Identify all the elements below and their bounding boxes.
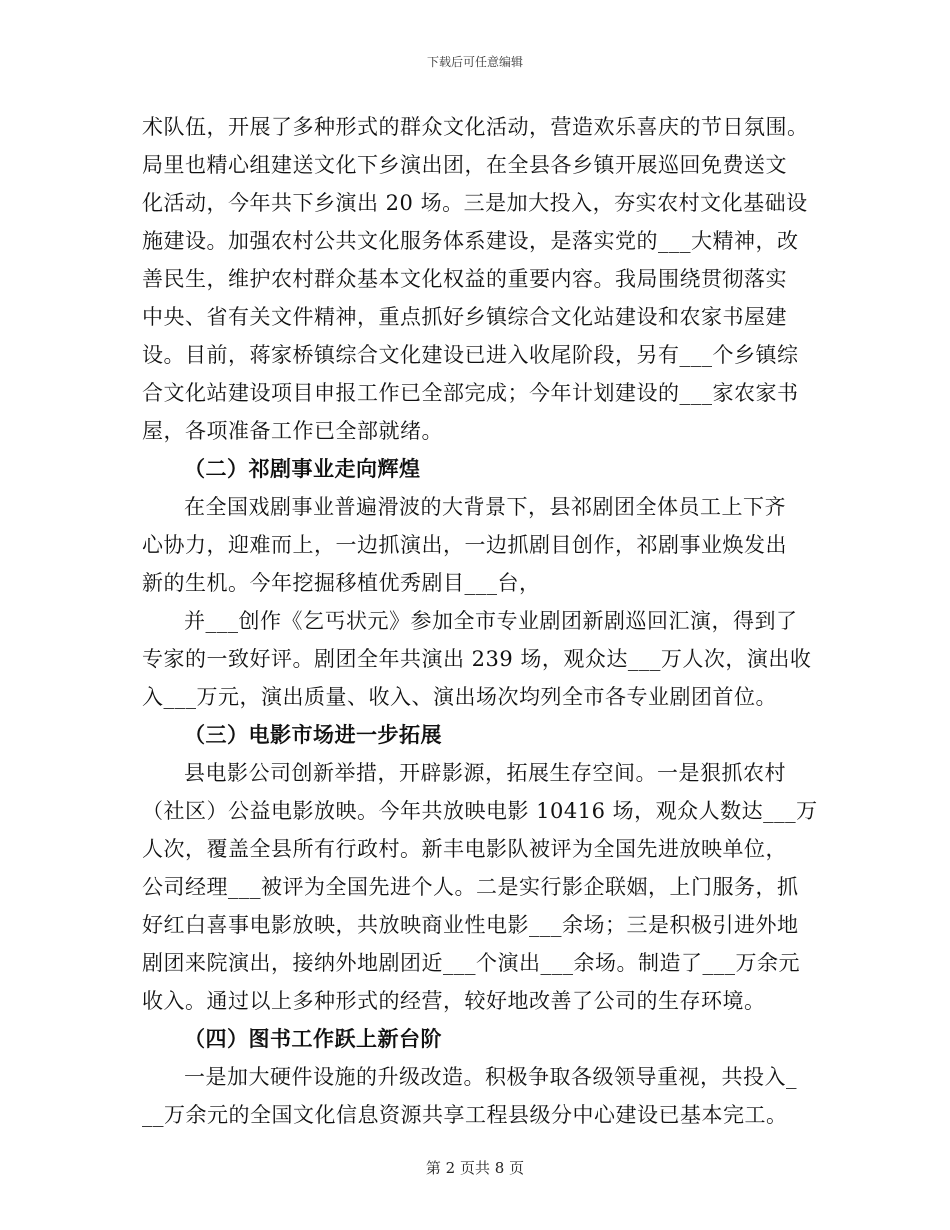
section-heading: （四）图书工作跃上新台阶 bbox=[184, 1026, 442, 1051]
text-line: 并___创作《乞丐状元》参加全市专业剧团新剧巡回汇演，得到了 bbox=[184, 609, 798, 633]
text-line: 好红白喜事电影放映，共放映商业性电影___余场；三是积极引进外地 bbox=[142, 913, 799, 937]
document-body bbox=[142, 108, 818, 1134]
text-line: 中央、省有关文件精神，重点抓好乡镇综合文化站建设和农家书屋建 bbox=[142, 305, 787, 329]
text-line: 人次，覆盖全县所有行政村。新丰电影队被评为全国先进放映单位， bbox=[142, 837, 787, 861]
text-line: 剧团来院演出，接纳外地剧团近___个演出___余场。制造了___万余元 bbox=[142, 951, 800, 975]
text-line: 公司经理___被评为全国先进个人。二是实行影企联姻，上门服务，抓 bbox=[142, 875, 799, 899]
text-line: 局里也精心组建送文化下乡演出团，在全县各乡镇开展巡回免费送文 bbox=[142, 153, 787, 177]
text-line: 县电影公司创新举措，开辟影源，拓展生存空间。一是狠抓农村 bbox=[184, 761, 786, 785]
text-line: 收入。通过以上多种形式的经营，较好地改善了公司的生存环境。 bbox=[142, 989, 766, 1013]
text-line: 新的生机。今年挖掘移植优秀剧目___台， bbox=[142, 571, 541, 595]
text-line: 设。目前，蒋家桥镇综合文化建设已进入收尾阶段，另有___个乡镇综 bbox=[142, 343, 799, 367]
page-footer: 第 2 页共 8 页 bbox=[425, 1159, 525, 1177]
text-line: 术队伍，开展了多种形式的群众文化活动，营造欢乐喜庆的节日氛围。 bbox=[142, 115, 809, 139]
text-line: 专家的一致好评。剧团全年共演出 239 场，观众达___万人次，演出收 bbox=[142, 647, 812, 671]
text-line: 心协力，迎难而上，一边抓演出，一边抓剧目创作，祁剧事业焕发出 bbox=[142, 533, 787, 557]
text-line: 施建设。加强农村公共文化服务体系建设，是落实党的___大精神，改 bbox=[142, 229, 799, 253]
text-line: 在全国戏剧事业普遍滑波的大背景下，县祁剧团全体员工上下齐 bbox=[184, 495, 786, 519]
text-line: 入___万元，演出质量、收入、演出场次均列全市各专业剧团首位。 bbox=[142, 685, 777, 709]
section-heading: （三）电影市场进一步拓展 bbox=[184, 722, 442, 747]
text-line: 化活动，今年共下乡演出 20 场。三是加大投入，夯实农村文化基础设 bbox=[142, 191, 808, 215]
text-line: 一是加大硬件设施的升级改造。积极争取各级领导重视，共投入_ bbox=[184, 1065, 797, 1089]
text-line: （社区）公益电影放映。今年共放映电影 10416 场，观众人数达___万 bbox=[142, 799, 818, 823]
section-heading: （二）祁剧事业走向辉煌 bbox=[184, 456, 421, 481]
text-line: __万余元的全国文化信息资源共享工程县级分中心建设已基本完工。 bbox=[142, 1103, 788, 1127]
text-line: 善民生，维护农村群众基本文化权益的重要内容。我局围绕贯彻落实 bbox=[142, 267, 787, 291]
page-header: 下载后可任意编辑 bbox=[426, 55, 523, 69]
text-line: 屋，各项准备工作已全部就绪。 bbox=[142, 419, 443, 443]
text-line: 合文化站建设项目申报工作已全部完成；今年计划建设的___家农家书 bbox=[142, 381, 799, 405]
